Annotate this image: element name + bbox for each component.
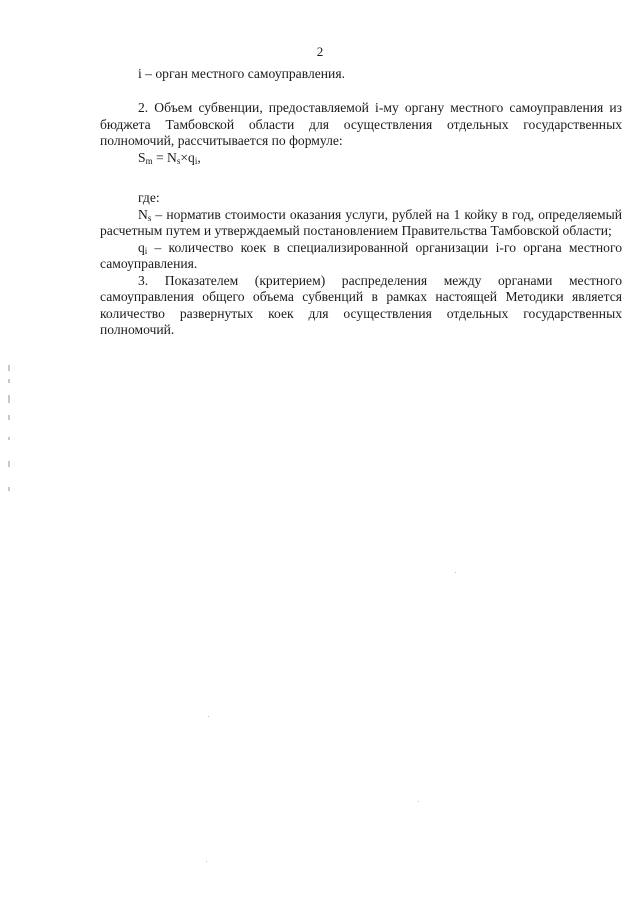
formula-s-subscript: m bbox=[145, 155, 153, 166]
formula-n-symbol: = N bbox=[152, 149, 177, 165]
paragraph-3: 3. Показателем (критерием) распределения между органами местного самоуправления общего объема субвенций в рамках настоящей Методики является количество развернутых коек для осуществления отдельных государственных полномочий. bbox=[100, 272, 622, 337]
scan-artifact-marks bbox=[8, 365, 11, 495]
page-number: 2 bbox=[316, 44, 324, 59]
scan-dust bbox=[418, 801, 419, 802]
formula-s-symbol: S bbox=[138, 149, 146, 165]
ns-symbol: N bbox=[138, 206, 148, 222]
qi-definition bbox=[100, 240, 622, 273]
ns-subscript: s bbox=[147, 212, 152, 223]
qi-symbol: q bbox=[138, 239, 145, 255]
qi-definition-text: – количество коек в специализированной организации i-го органа местного самоуправления. bbox=[100, 239, 622, 271]
section-2 bbox=[100, 100, 622, 166]
ns-definition-text: – норматив стоимости оказания услуги, рублей на 1 койку в год, определяемый расчетным путем и утверждаемый постановлением Правительства Тамбовской области; bbox=[100, 206, 622, 238]
formula-q-subscript: i bbox=[194, 155, 198, 166]
paragraph-2: 2. Объем субвенции, предоставляемой i-му органу местного самоуправления из бюджета Тамбовской области для осуществления отдельных государственных полномочий, рассчитывается по формуле: bbox=[100, 100, 622, 148]
formula-n-subscript: s bbox=[176, 155, 181, 166]
qi-subscript: i bbox=[144, 245, 148, 256]
definitions-and-section-3 bbox=[100, 190, 622, 339]
ns-definition bbox=[100, 207, 622, 240]
scan-dust bbox=[206, 861, 207, 862]
scan-dust bbox=[455, 572, 456, 573]
definition-block-i bbox=[100, 66, 622, 83]
formula-q-symbol: ×q bbox=[180, 149, 195, 165]
formula-line bbox=[100, 150, 622, 167]
scan-dust bbox=[208, 716, 209, 717]
formula-end: , bbox=[197, 149, 201, 165]
where-label: где: bbox=[138, 190, 160, 205]
i-definition-line: i – орган местного самоуправления. bbox=[138, 66, 345, 81]
